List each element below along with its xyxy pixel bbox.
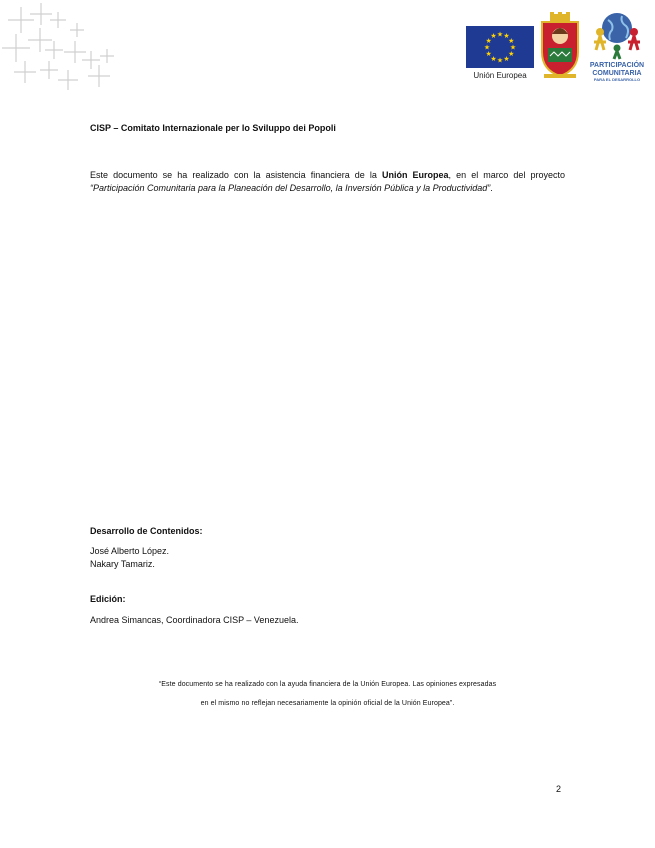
intro-text-3: . [490, 183, 493, 194]
author-item: José Alberto López. [90, 546, 170, 556]
eu-logo-caption: Unión Europea [473, 71, 527, 80]
intro-text-2: , en el marco del proyecto [448, 170, 565, 180]
intro-eu-bold: Unión Europea [381, 170, 449, 180]
eu-star-icon: ★ [490, 33, 497, 41]
eu-star-icon: ★ [496, 31, 504, 39]
eu-star-icon: ★ [485, 51, 492, 58]
pc-logo-line1: PARTICIPACIÓN [589, 62, 645, 69]
eu-star-icon: ★ [508, 51, 515, 58]
disclaimer-line-2: en el mismo no reflejan necesariamente la opinión oficial de la Unión Europea”. [200, 700, 455, 707]
authors-list [90, 545, 565, 571]
page-number: 2 [556, 784, 562, 794]
decorative-cross-pattern [0, 0, 130, 95]
intro-text-1: Este documento se ha realizado con la asistencia financiera de la [90, 170, 382, 180]
eu-flag-icon [466, 26, 534, 68]
globe-people-icon [588, 10, 646, 60]
eu-star-icon: ★ [496, 57, 504, 65]
municipal-shield-icon [538, 12, 582, 82]
intro-project-title: “Participación Comunitaria para la Planeación del Desarrollo, la Inversión Pública y la Productividad” [90, 183, 491, 194]
disclaimer-line-1: “Este documento se ha realizado con la ayuda financiera de la Unión Europea. Las opiniones expresadas [158, 681, 497, 688]
pc-logo-line2: COMUNITARIA [592, 70, 642, 77]
eu-logo [466, 26, 534, 82]
participacion-comunitaria-logo [588, 10, 646, 82]
intro-paragraph [90, 169, 565, 195]
eu-star-icon: ★ [490, 55, 497, 63]
eu-star-icon: ★ [485, 38, 492, 45]
eu-star-icon: ★ [503, 55, 510, 63]
author-item: Nakary Tamariz. [90, 559, 155, 570]
eu-star-icon: ★ [503, 33, 510, 41]
edition-heading: Edición: [90, 594, 126, 604]
eu-star-icon: ★ [509, 44, 517, 52]
pc-logo-line3: PARA EL DESARROLLO [593, 77, 641, 82]
organization-title: CISP – Comitato Internazionale per lo Sviluppo dei Popoli [90, 123, 336, 133]
eu-star-icon: ★ [483, 44, 491, 52]
content-heading: Desarrollo de Contenidos: [90, 526, 203, 536]
edition-body: Andrea Simancas, Coordinadora CISP – Venezuela. [90, 615, 299, 625]
eu-star-icon: ★ [508, 38, 515, 45]
